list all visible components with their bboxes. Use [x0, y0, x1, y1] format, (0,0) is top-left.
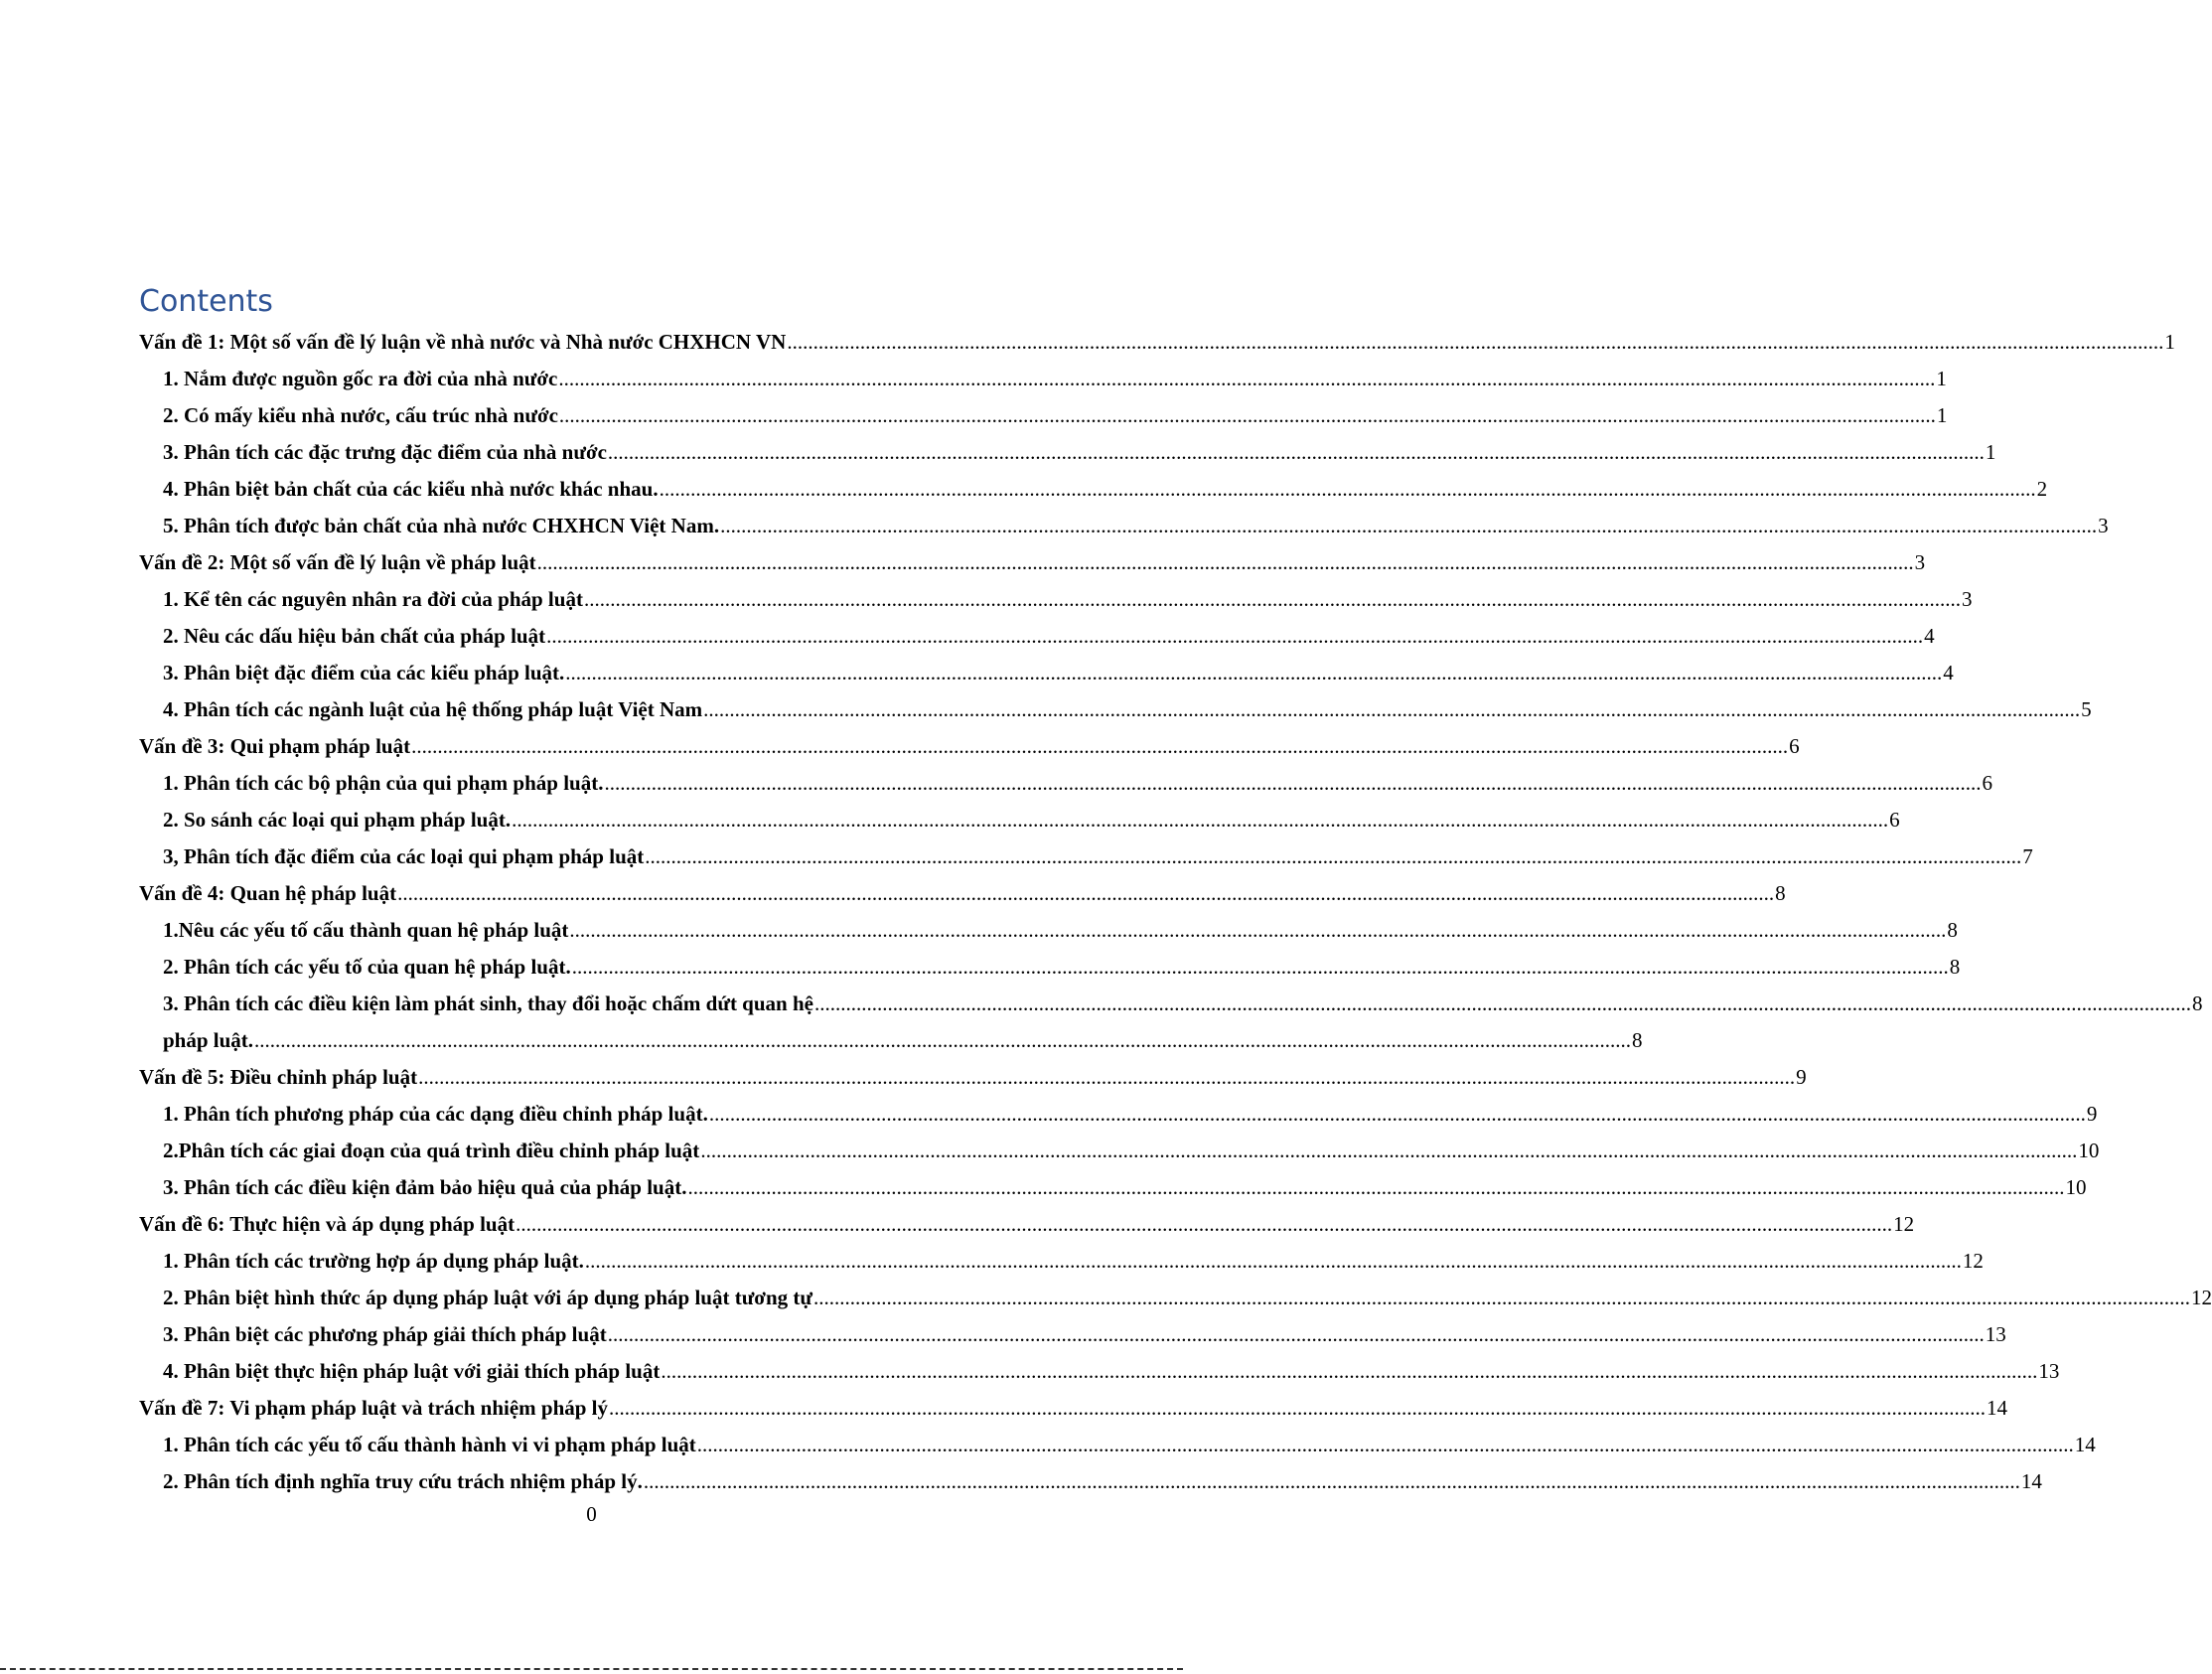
- toc-subsection-entry[interactable]: [139, 434, 1996, 471]
- toc-subsection-entry[interactable]: [139, 912, 1958, 949]
- toc-entry-page-number: 3: [2098, 514, 2109, 537]
- toc-dot-leader: [700, 1133, 2077, 1169]
- toc-entry-title: 4. Phân tích các ngành luật của hệ thống pháp luật Việt Nam: [163, 697, 703, 721]
- toc-entry-page-number: 8: [1775, 881, 1786, 905]
- toc-entry-title: 1. Phân tích phương pháp của các dạng điều chỉnh pháp luật.: [163, 1102, 708, 1126]
- toc-subsection-entry[interactable]: [139, 1096, 2098, 1133]
- toc-dot-leader: [608, 434, 1985, 471]
- toc-entry-title: 3, Phân tích đặc điểm của các loại qui phạm pháp luật: [163, 844, 645, 868]
- toc-section-entry[interactable]: [139, 1390, 2008, 1427]
- toc-dot-leader: [703, 691, 2080, 728]
- toc-entry-title: Vấn đề 4: Quan hệ pháp luật: [139, 881, 397, 905]
- toc-subsection-entry[interactable]: [139, 618, 1935, 655]
- toc-dot-leader: [546, 618, 1923, 655]
- toc-entry-page-number: 12: [1893, 1212, 1915, 1236]
- toc-dot-leader: [787, 324, 2163, 361]
- toc-dot-leader: [609, 1390, 1986, 1427]
- toc-entry-page-number: 7: [2022, 844, 2033, 868]
- toc-dot-leader: [537, 544, 1914, 581]
- toc-entry-title: 3. Phân tích các điều kiện làm phát sinh, thay đổi hoặc chấm dứt quan hệ: [163, 991, 813, 1015]
- toc-entry-page-number: 6: [1982, 771, 1992, 795]
- toc-dot-leader: [660, 471, 2036, 508]
- toc-subsection-entry[interactable]: [139, 1316, 2006, 1353]
- toc-dot-leader: [709, 1096, 2086, 1133]
- toc-subsection-entry[interactable]: [139, 471, 2048, 508]
- toc-entry-title: 3. Phân biệt đặc điểm của các kiểu pháp luật.: [163, 661, 565, 685]
- toc-dot-leader: [516, 1206, 1892, 1243]
- toc-subsection-entry[interactable]: [139, 1427, 2096, 1463]
- toc-entry-page-number: 13: [2038, 1359, 2060, 1383]
- toc-entry-title: 2. Phân tích các yếu tố của quan hệ pháp luật.: [163, 955, 571, 979]
- toc-subsection-entry[interactable]: [139, 397, 1948, 434]
- toc-dot-leader: [608, 1316, 1985, 1353]
- toc-entry-page-number: 1: [2164, 330, 2175, 354]
- toc-entry-title: Vấn đề 6: Thực hiện và áp dụng pháp luật: [139, 1212, 516, 1236]
- toc-section-entry[interactable]: [139, 324, 2175, 361]
- toc-subsection-entry[interactable]: [139, 1133, 2100, 1169]
- toc-subsection-entry[interactable]: [139, 1243, 1984, 1280]
- toc-subsection-entry[interactable]: [139, 1022, 1643, 1059]
- toc-subsection-entry[interactable]: [139, 1280, 2212, 1316]
- toc-subsection-entry[interactable]: [139, 802, 1900, 838]
- toc-dot-leader: [585, 1243, 1962, 1280]
- toc-dot-leader: [720, 508, 2097, 544]
- toc-entry-page-number: 8: [1632, 1028, 1643, 1052]
- toc-section-entry[interactable]: [139, 1059, 1807, 1096]
- toc-entry-page-number: 14: [2020, 1469, 2042, 1493]
- toc-entry-page-number: 5: [2081, 697, 2092, 721]
- toc-entry-page-number: 6: [1789, 734, 1800, 758]
- toc-section-entry[interactable]: [139, 728, 1800, 765]
- toc-entry-page-number: 9: [2086, 1102, 2098, 1126]
- toc-entry-title: pháp luật.: [163, 1028, 254, 1052]
- toc-dot-leader: [569, 912, 1946, 949]
- toc-subsection-entry[interactable]: [139, 949, 1961, 986]
- page-number: 0: [586, 1502, 597, 1526]
- toc-dot-leader: [813, 1280, 2190, 1316]
- toc-entry-title: 1. Phân tích các yếu tố cấu thành hành vi vi phạm pháp luật: [163, 1433, 696, 1456]
- toc-entry-title: 2. Có mấy kiểu nhà nước, cấu trúc nhà nước: [163, 403, 558, 427]
- toc-entry-title: 5. Phân tích được bản chất của nhà nước CHXHCN Việt Nam.: [163, 514, 720, 537]
- toc-entry-title: Vấn đề 5: Điều chỉnh pháp luật: [139, 1065, 418, 1089]
- toc-entry-title: 3. Phân biệt các phương pháp giải thích pháp luật: [163, 1322, 607, 1346]
- toc-entry-page-number: 12: [2190, 1286, 2212, 1309]
- toc-dot-leader: [565, 655, 1942, 691]
- toc-entry-page-number: 10: [2065, 1175, 2087, 1199]
- toc-entry-title: 2. Nêu các dấu hiệu bản chất của pháp luật: [163, 624, 546, 648]
- toc-entry-title: 2. So sánh các loại qui phạm pháp luật.: [163, 808, 512, 832]
- toc-dot-leader: [418, 1059, 1795, 1096]
- toc-entry-page-number: 3: [1914, 550, 1926, 574]
- toc-dot-leader: [572, 949, 1949, 986]
- toc-dot-leader: [645, 838, 2021, 875]
- toc-entry-page-number: 1: [1936, 367, 1947, 390]
- toc-entry-page-number: 2: [2036, 477, 2048, 501]
- toc-dot-leader: [814, 986, 2191, 1022]
- toc-entry-page-number: 14: [2074, 1433, 2096, 1456]
- toc-entry-title: 2. Phân tích định nghĩa truy cứu trách nhiệm pháp lý.: [163, 1469, 643, 1493]
- toc-dot-leader: [604, 765, 1981, 802]
- toc-entry-title: 1. Nắm được nguồn gốc ra đời của nhà nước: [163, 367, 558, 390]
- toc-entry-page-number: 1: [1936, 403, 1948, 427]
- toc-entry-title: 1. Phân tích các trường hợp áp dụng pháp luật.: [163, 1249, 584, 1273]
- toc-subsection-entry[interactable]: [139, 508, 2109, 544]
- toc-entry-title: 4. Phân biệt bản chất của các kiểu nhà nước khác nhau.: [163, 477, 659, 501]
- toc-entry-page-number: 3: [1961, 587, 1973, 611]
- toc-section-entry[interactable]: [139, 544, 1926, 581]
- toc-entry-page-number: 4: [1924, 624, 1935, 648]
- toc-entry-title: 1. Phân tích các bộ phận của qui phạm pháp luật.: [163, 771, 604, 795]
- toc-entry-page-number: 10: [2078, 1139, 2100, 1162]
- toc-entry-title: Vấn đề 2: Một số vấn đề lý luận về pháp luật: [139, 550, 536, 574]
- toc-entry-title: Vấn đề 7: Vi phạm pháp luật và trách nhiệm pháp lý: [139, 1396, 609, 1420]
- table-of-contents: [139, 324, 2212, 1500]
- toc-section-entry[interactable]: [139, 875, 1786, 912]
- toc-dot-leader: [558, 361, 1935, 397]
- toc-dot-leader: [661, 1353, 2037, 1390]
- toc-entry-page-number: 4: [1943, 661, 1954, 685]
- toc-dot-leader: [584, 581, 1961, 618]
- toc-subsection-entry[interactable]: [139, 986, 2203, 1022]
- toc-dot-leader: [697, 1427, 2074, 1463]
- toc-entry-page-number: 13: [1985, 1322, 2006, 1346]
- toc-entry-title: 1. Kể tên các nguyên nhân ra đời của pháp luật: [163, 587, 583, 611]
- toc-entry-title: 2.Phân tích các giai đoạn của quá trình điều chỉnh pháp luật: [163, 1139, 700, 1162]
- page-bottom-border: [0, 1668, 1183, 1672]
- toc-entry-title: 3. Phân tích các điều kiện đảm bảo hiệu quả của pháp luật.: [163, 1175, 687, 1199]
- toc-entry-title: 1.Nêu các yếu tố cấu thành quan hệ pháp luật: [163, 918, 569, 942]
- toc-subsection-entry[interactable]: [139, 655, 1954, 691]
- toc-subsection-entry[interactable]: [139, 361, 1947, 397]
- toc-entry-title: 2. Phân biệt hình thức áp dụng pháp luật với áp dụng pháp luật tương tự: [163, 1286, 812, 1309]
- toc-dot-leader: [512, 802, 1888, 838]
- toc-subsection-entry[interactable]: [139, 1353, 2060, 1390]
- toc-subsection-entry[interactable]: [139, 1463, 2042, 1500]
- toc-dot-leader: [254, 1022, 1631, 1059]
- toc-entry-page-number: 12: [1962, 1249, 1984, 1273]
- toc-entry-page-number: 8: [1947, 918, 1958, 942]
- toc-entry-page-number: 14: [1987, 1396, 2008, 1420]
- toc-dot-leader: [644, 1463, 2020, 1500]
- toc-heading: Contents: [139, 284, 273, 319]
- toc-entry-page-number: 1: [1985, 440, 1996, 464]
- toc-dot-leader: [687, 1169, 2064, 1206]
- toc-dot-leader: [411, 728, 1788, 765]
- toc-subsection-entry[interactable]: [139, 581, 1973, 618]
- toc-dot-leader: [397, 875, 1774, 912]
- toc-section-entry[interactable]: [139, 1206, 1915, 1243]
- toc-subsection-entry[interactable]: [139, 691, 2092, 728]
- toc-subsection-entry[interactable]: [139, 838, 2033, 875]
- toc-entry-page-number: 8: [2191, 991, 2203, 1015]
- toc-dot-leader: [559, 397, 1936, 434]
- toc-subsection-entry[interactable]: [139, 1169, 2087, 1206]
- toc-entry-page-number: 8: [1949, 955, 1961, 979]
- toc-entry-title: 3. Phân tích các đặc trưng đặc điểm của nhà nước: [163, 440, 607, 464]
- toc-entry-page-number: 9: [1796, 1065, 1807, 1089]
- toc-subsection-entry[interactable]: [139, 765, 1992, 802]
- toc-entry-page-number: 6: [1889, 808, 1900, 832]
- toc-entry-title: Vấn đề 1: Một số vấn đề lý luận về nhà nước và Nhà nước CHXHCN VN: [139, 330, 787, 354]
- toc-entry-title: Vấn đề 3: Qui phạm pháp luật: [139, 734, 411, 758]
- toc-entry-title: 4. Phân biệt thực hiện pháp luật với giải thích pháp luật: [163, 1359, 661, 1383]
